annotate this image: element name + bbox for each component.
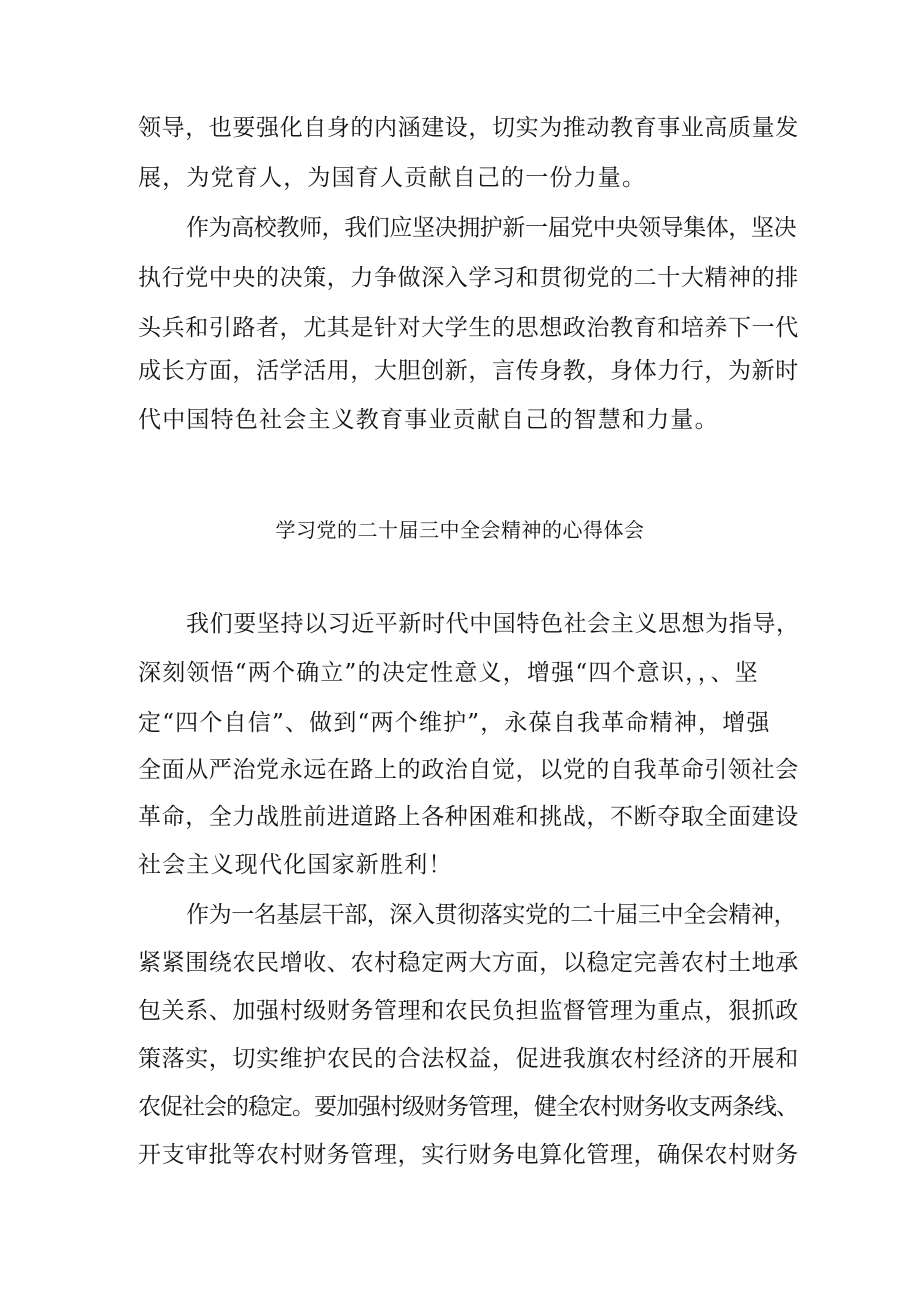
- paragraph-line: 全面从严治党永远在路上的政治自觉，以党的自我革命引领社会: [138, 757, 799, 783]
- document-title: 学习党的二十届三中全会精神的心得体会: [275, 518, 645, 542]
- paragraph-line: 社会主义现代化国家新胜利！: [138, 852, 453, 878]
- paragraph-line: 作为高校教师，我们应坚决拥护新一届党中央领导集体，坚决: [186, 215, 797, 241]
- paragraph-line: 定“四个自信”、做到“两个维护”，永葆自我革命精神，增强: [138, 710, 771, 736]
- paragraph-line: 领导，也要强化自身的内涵建设，切实为推动教育事业高质量发: [138, 115, 799, 141]
- paragraph-line: 作为一名基层干部，深入贯彻落实党的二十届三中全会精神，: [186, 902, 797, 928]
- paragraph-line: 策落实，切实维护农民的合法权益，促进我旗农村经济的开展和: [138, 1046, 799, 1072]
- paragraph-line: 包关系、加强村级财务管理和农民负担监督管理为重点，狠抓政: [138, 998, 799, 1024]
- paragraph-line: 成长方面，活学活用，大胆创新，言传身教，身体力行，为新时: [138, 358, 799, 384]
- paragraph-line: 执行党中央的决策，力争做深入学习和贯彻党的二十大精神的排: [138, 265, 799, 291]
- paragraph-line: 深刻领悟“两个确立”的决定性意义，增强“四个意识，，、坚: [138, 660, 759, 686]
- paragraph-line: 头兵和引路者，尤其是针对大学生的思想政治教育和培养下一代: [138, 315, 799, 341]
- paragraph-line: 代中国特色社会主义教育事业贡献自己的智慧和力量。: [138, 407, 719, 433]
- paragraph-line: 我们要坚持以习近平新时代中国特色社会主义思想为指导，: [186, 611, 800, 637]
- paragraph-line: 开支审批等农村财务管理，实行财务电算化管理，确保农村财务: [138, 1142, 799, 1168]
- paragraph-line: 紧紧围绕农民增收、农村稳定两大方面，以稳定完善农村土地承: [138, 950, 799, 976]
- paragraph-line: 革命，全力战胜前进道路上各种困难和挑战，不断夺取全面建设: [138, 804, 799, 830]
- paragraph-line: 农促社会的稳定。要加强村级财务管理，健全农村财务收支两条线、: [138, 1094, 798, 1120]
- paragraph-line: 展，为党育人，为国育人贡献自己的一份力量。: [138, 165, 647, 191]
